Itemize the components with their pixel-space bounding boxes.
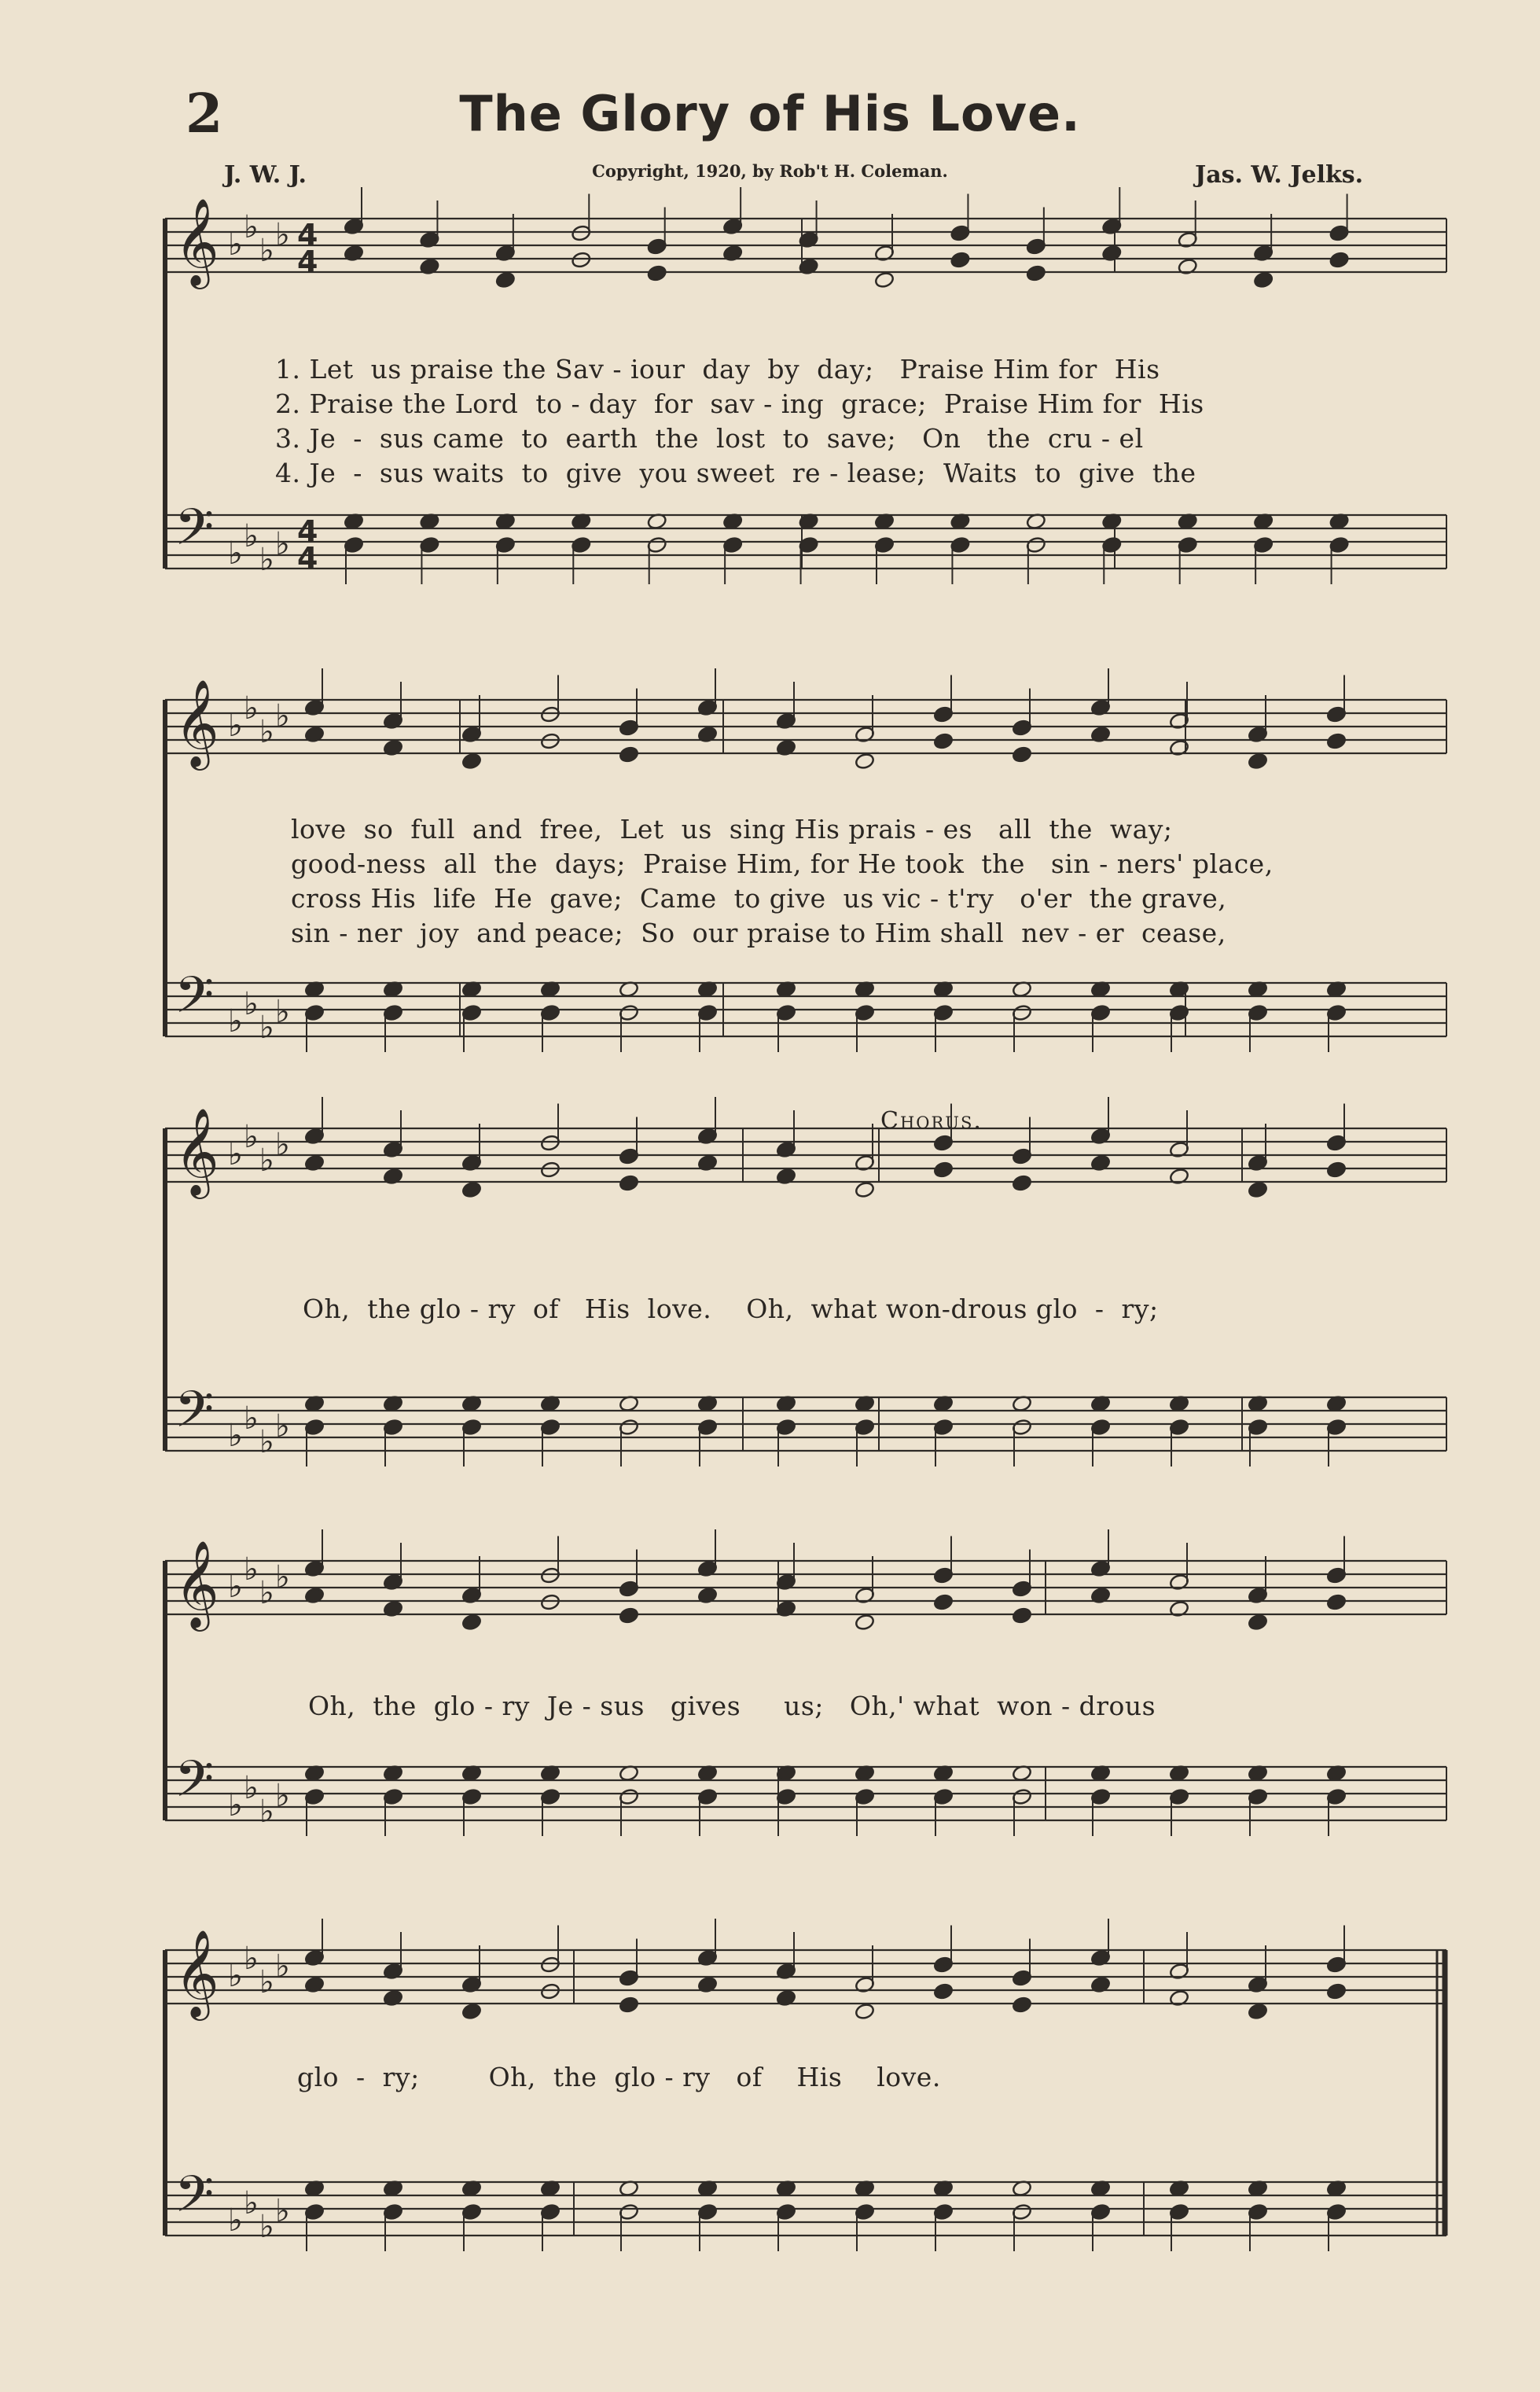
time-signature-top: 4	[297, 514, 318, 549]
chorus-line-1: Oh, the glo - ry of His love. Oh, what won-drous glo - ry;	[303, 1294, 1159, 1324]
flat-icon: ♭	[244, 690, 259, 727]
bass-clef-icon: 𝄢	[175, 499, 215, 569]
flat-icon: ♭	[275, 1408, 290, 1444]
verse-3-line-2: cross His life He gave; Came to give us vic - t'ry o'er the grave,	[291, 883, 1227, 914]
flat-icon: ♭	[228, 1136, 243, 1172]
notehead	[461, 2003, 482, 2021]
flat-icon: ♭	[244, 1400, 259, 1437]
notehead	[1248, 1614, 1268, 1632]
notehead	[855, 753, 875, 771]
notehead	[1326, 1593, 1347, 1611]
flat-icon: ♭	[244, 518, 259, 554]
flat-icon: ♭	[275, 526, 290, 562]
notehead	[619, 1996, 639, 2014]
flat-icon: ♭	[228, 1003, 243, 1040]
lyricist-credit: J. W. J.	[224, 161, 307, 189]
flat-icon: ♭	[275, 698, 290, 734]
flat-icon: ♭	[275, 1778, 290, 1814]
composer-credit: Jas. W. Jelks.	[1195, 161, 1364, 189]
flat-icon: ♭	[228, 535, 243, 572]
flat-icon: ♭	[275, 1949, 290, 1985]
notehead	[1012, 1996, 1032, 2014]
flat-icon: ♭	[244, 986, 259, 1022]
notehead	[933, 1982, 954, 2000]
flat-icon: ♭	[259, 233, 274, 269]
notehead	[1326, 1161, 1347, 1179]
flat-icon: ♭	[228, 1787, 243, 1823]
chorus-label: Chorus.	[880, 1107, 983, 1135]
flat-icon: ♭	[275, 1127, 290, 1163]
page-number: 2	[186, 83, 223, 145]
flat-icon: ♭	[275, 994, 290, 1030]
flat-icon: ♭	[259, 542, 274, 578]
notehead	[619, 1174, 639, 1192]
flat-icon: ♭	[259, 1010, 274, 1046]
flat-icon: ♭	[228, 1418, 243, 1454]
time-signature-top: 4	[297, 218, 318, 252]
notehead	[1012, 745, 1032, 764]
verse-1-line-2: love so full and free, Let us sing His prais - es all the way;	[291, 814, 1173, 845]
verse-2-line-1: 2. Praise the Lord to - day for sav - ing grace; Praise Him for His	[275, 388, 1204, 419]
notehead	[619, 745, 639, 764]
notehead	[1026, 264, 1046, 282]
flat-icon: ♭	[275, 1559, 290, 1595]
flat-icon: ♭	[228, 708, 243, 744]
copyright-notice: Copyright, 1920, by Rob't H. Coleman.	[592, 161, 948, 181]
notehead	[874, 271, 895, 289]
flat-icon: ♭	[244, 2185, 259, 2221]
bass-clef-icon: 𝄢	[175, 1750, 215, 1821]
notehead	[933, 1593, 954, 1611]
bass-clef-icon: 𝄢	[175, 2166, 215, 2236]
treble-clef-icon: 𝄞	[175, 1929, 219, 2017]
treble-clef-icon: 𝄞	[175, 1540, 219, 1628]
notehead	[540, 732, 561, 750]
notehead	[540, 1982, 561, 2000]
notehead	[461, 1181, 482, 1199]
treble-clef-icon: 𝄞	[175, 197, 219, 285]
bass-clef-icon: 𝄢	[175, 966, 215, 1037]
notehead	[540, 1593, 561, 1611]
flat-icon: ♭	[259, 1143, 274, 1179]
notehead	[1329, 251, 1349, 269]
flat-icon: ♭	[244, 1770, 259, 1806]
flat-icon: ♭	[244, 209, 259, 245]
flat-icon: ♭	[244, 1551, 259, 1588]
notehead	[1326, 732, 1347, 750]
flat-icon: ♭	[259, 2209, 274, 2245]
flat-icon: ♭	[228, 226, 243, 263]
notehead	[461, 1614, 482, 1632]
notehead	[933, 732, 954, 750]
notehead	[571, 251, 591, 269]
bass-clef-icon: 𝄢	[175, 1381, 215, 1452]
flat-icon: ♭	[244, 1119, 259, 1155]
notehead	[1253, 271, 1274, 289]
flat-icon: ♭	[275, 217, 290, 253]
verse-1-line-1: 1. Let us praise the Sav - iour day by day; Praise Him for His	[275, 354, 1160, 385]
flat-icon: ♭	[275, 2193, 290, 2229]
notehead	[855, 1181, 875, 1199]
notehead	[1012, 1606, 1032, 1625]
notehead	[1248, 2003, 1268, 2021]
notehead	[933, 1161, 954, 1179]
notehead	[855, 2003, 875, 2021]
notehead	[1326, 1982, 1347, 2000]
flat-icon: ♭	[228, 2202, 243, 2239]
notehead	[950, 251, 970, 269]
flat-icon: ♭	[259, 1424, 274, 1460]
time-signature-bottom: 4	[297, 245, 318, 279]
chorus-line-3: glo - ry; Oh, the glo - ry of His love.	[297, 2062, 941, 2092]
verse-3-line-1: 3. Je - sus came to earth the lost to save; On the cru - el	[275, 423, 1144, 454]
notehead	[647, 264, 667, 282]
flat-icon: ♭	[259, 714, 274, 750]
verse-4-line-2: sin - ner joy and peace; So our praise to Him shall nev - er cease,	[291, 918, 1226, 948]
treble-clef-icon: 𝄞	[175, 679, 219, 767]
treble-clef-icon: 𝄞	[175, 1107, 219, 1195]
verse-4-line-1: 4. Je - sus waits to give you sweet re - lease; Waits to give the	[275, 458, 1196, 488]
notehead	[495, 271, 516, 289]
notehead	[540, 1161, 561, 1179]
notehead	[1248, 753, 1268, 771]
notehead	[619, 1606, 639, 1625]
flat-icon: ♭	[259, 1575, 274, 1611]
verse-2-line-2: good-ness all the days; Praise Him, for He took the sin - ners' place,	[291, 848, 1274, 879]
hymn-title: The Glory of His Love.	[459, 85, 1081, 142]
flat-icon: ♭	[259, 1964, 274, 2000]
notehead	[461, 753, 482, 771]
flat-icon: ♭	[228, 1958, 243, 1994]
flat-icon: ♭	[244, 1941, 259, 1977]
notehead	[1012, 1174, 1032, 1192]
chorus-line-2: Oh, the glo - ry Je - sus gives us; Oh,' what won - drous	[308, 1691, 1156, 1721]
flat-icon: ♭	[259, 1794, 274, 1830]
notehead	[855, 1614, 875, 1632]
flat-icon: ♭	[228, 1569, 243, 1605]
notehead	[1248, 1181, 1268, 1199]
time-signature-bottom: 4	[297, 541, 318, 576]
